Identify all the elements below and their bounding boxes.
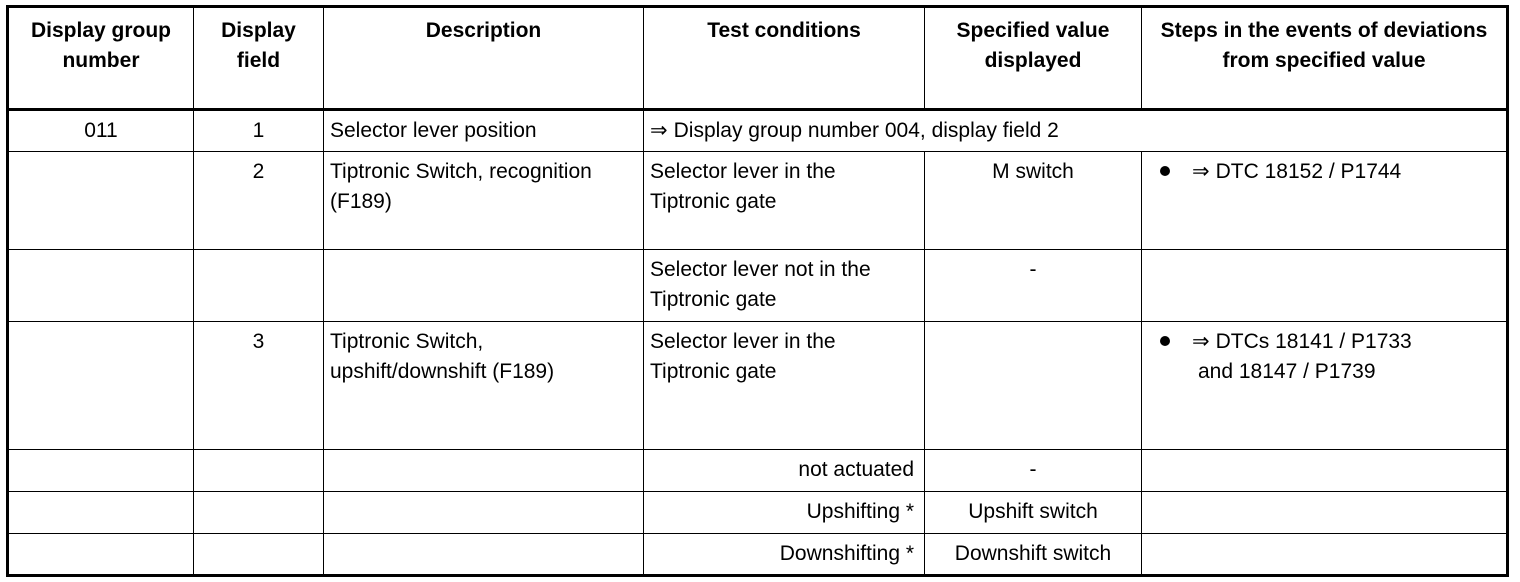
header-display-group-number: Display group number [8, 7, 194, 110]
table-row [8, 492, 1508, 534]
cell-description: Tiptronic Switch, upshift/downshift (F189) [324, 322, 644, 450]
table-row [8, 110, 1508, 152]
cell-specified [925, 322, 1142, 450]
cell-field [194, 492, 324, 534]
cell-conditions: Selector lever in the Tiptronic gate [644, 152, 925, 250]
table-row [8, 534, 1508, 576]
cell-steps [1142, 322, 1508, 450]
cell-steps [1142, 492, 1508, 534]
cell-field: 3 [194, 322, 324, 450]
cell-field [194, 450, 324, 492]
header-description: Description [324, 7, 644, 110]
cell-group [8, 322, 194, 450]
cell-description [324, 534, 644, 576]
cell-steps [1142, 152, 1508, 250]
arrow-icon: ⇒ [1192, 160, 1210, 183]
cell-field [194, 534, 324, 576]
cell-group [8, 152, 194, 250]
table-row [8, 250, 1508, 322]
steps-text: DTCs 18141 / P1733 [1215, 330, 1412, 353]
cell-specified: - [925, 450, 1142, 492]
cell-description [324, 492, 644, 534]
cell-description: Selector lever position [324, 110, 644, 152]
cell-steps [1142, 250, 1508, 322]
cell-merged-reference [644, 110, 1508, 152]
cell-conditions: Selector lever in the Tiptronic gate [644, 322, 925, 450]
arrow-icon: ⇒ [650, 119, 668, 142]
cell-group: 011 [8, 110, 194, 152]
cell-group [8, 534, 194, 576]
display-group-table [6, 5, 1509, 577]
cell-steps [1142, 534, 1508, 576]
table-row [8, 322, 1508, 450]
header-steps: Steps in the events of deviations from specified value [1142, 7, 1508, 110]
bullet-icon [1160, 166, 1170, 176]
cell-field: 2 [194, 152, 324, 250]
header-specified-value: Specified value displayed [925, 7, 1142, 110]
cell-specified: M switch [925, 152, 1142, 250]
cell-specified: Downshift switch [925, 534, 1142, 576]
cell-conditions: not actuated [644, 450, 925, 492]
arrow-icon: ⇒ [1192, 330, 1210, 353]
cell-steps [1142, 450, 1508, 492]
cell-field [194, 250, 324, 322]
reference-text: Display group number 004, display field 2 [673, 119, 1059, 142]
cell-specified: - [925, 250, 1142, 322]
cell-field: 1 [194, 110, 324, 152]
cell-description: Tiptronic Switch, recognition (F189) [324, 152, 644, 250]
cell-description [324, 450, 644, 492]
cell-group [8, 250, 194, 322]
cell-specified: Upshift switch [925, 492, 1142, 534]
header-row [8, 7, 1508, 110]
header-test-conditions: Test conditions [644, 7, 925, 110]
table-row [8, 450, 1508, 492]
cell-conditions: Downshifting * [644, 534, 925, 576]
cell-conditions: Selector lever not in the Tiptronic gate [644, 250, 925, 322]
cell-group [8, 450, 194, 492]
steps-text: DTC 18152 / P1744 [1215, 160, 1402, 183]
cell-description [324, 250, 644, 322]
cell-group [8, 492, 194, 534]
cell-conditions: Upshifting * [644, 492, 925, 534]
table-row [8, 152, 1508, 250]
bullet-icon [1160, 336, 1170, 346]
header-display-field: Display field [194, 7, 324, 110]
steps-text-continued: and 18147 / P1739 [1198, 360, 1376, 383]
